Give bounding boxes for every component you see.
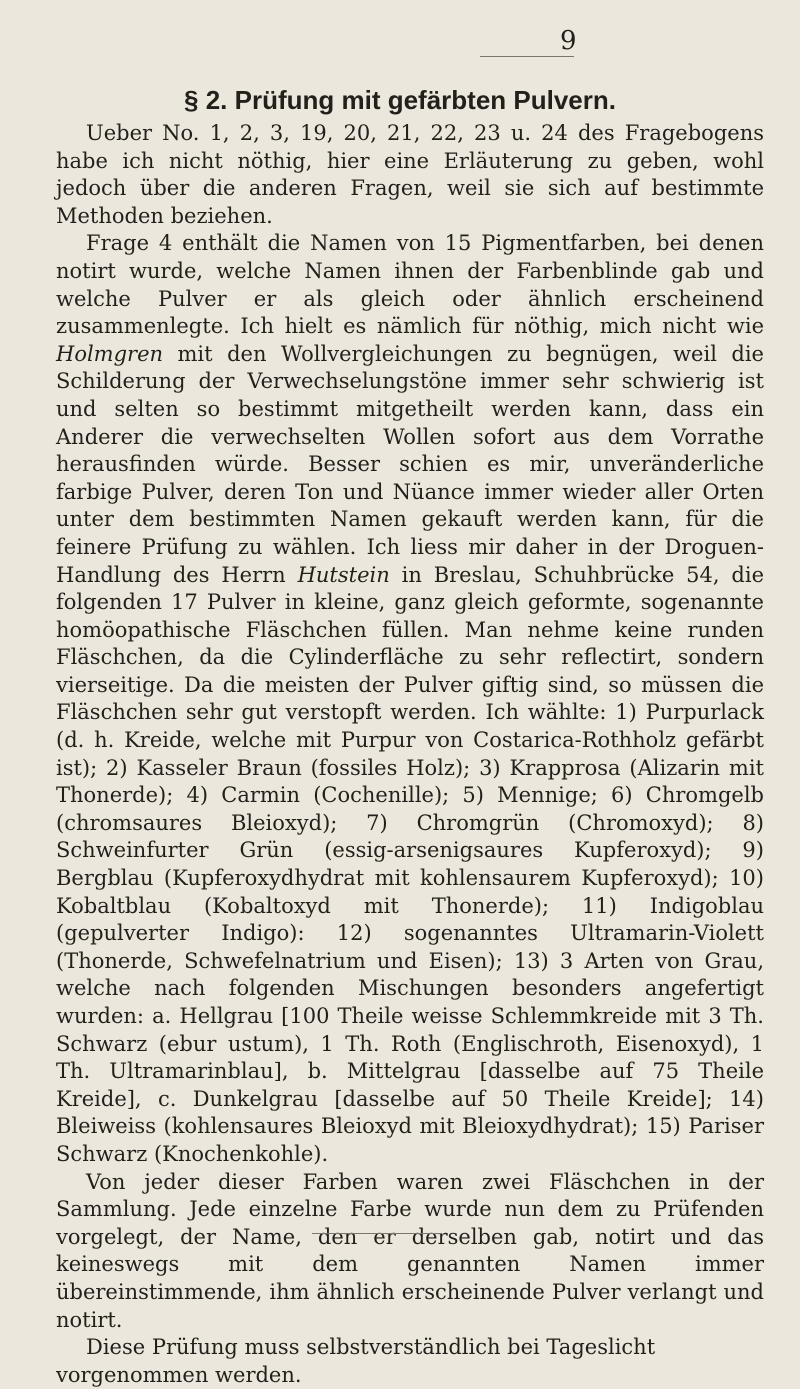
paragraph-daylight: Diese Prüfung muss selbstverständlich bei Tageslicht vorgenommen werden. — [56, 1335, 656, 1387]
header-rule — [480, 56, 574, 57]
section-heading: § 2. Prüfung mit gefärbten Pulvern. — [184, 85, 616, 115]
page-number: 9 — [560, 26, 577, 56]
paragraph-pigments — [56, 230, 764, 1168]
paragraph-text-segment: Frage 4 enthält die Namen von 15 Pigmentfarben, bei denen notirt wurde, welche Namen ihnen der Farbenblinde gab und welche Pulver er als gleich oder ähnlich erscheinend zusammenlegte. Ich hielt es nämlich für nöthig, mich nicht wie — [56, 231, 764, 339]
paragraph-intro: Ueber No. 1, 2, 3, 19, 20, 21, 22, 23 u. 24 des Fragebogens habe ich nicht nöthig, hier eine Erläuterung zu geben, wohl jedoch über die anderen Fragen, weil sie sich auf bestimmte Methoden beziehen. — [56, 121, 764, 228]
person-name-holmgren: Holmgren — [56, 341, 164, 366]
body-text — [56, 120, 764, 1389]
paragraph-text-segment: mit den Wollvergleichungen zu begnügen, weil die Schilderung der Verwechselungstöne immer sehr schwierig ist und selten so bestimmt mitgetheilt werden kann, dass ein Anderer die verwechselten Wollen sofort aus dem Vorrathe herausfinden würde. Besser schien es mir, unveränderliche farbige Pulver, deren Ton und Nüance immer wieder aller Orten unter dem bestimmten Namen gekauft werden kann, für die feinere Prüfung zu wählen. Ich liess mir daher in der Droguen-Handlung des Herrn — [56, 341, 764, 587]
paragraph-procedure: Von jeder dieser Farben waren zwei Fläschchen in der Sammlung. Jede einzelne Farbe wurde nun dem zu Prüfenden vorgelegt, der Name, den er derselben gab, notirt und das keineswegs mit dem genannten Namen immer übereinstimmende, ihm ähnlich erscheinende Pulver verlangt und notirt. — [56, 1169, 764, 1332]
person-name-hutstein: Hutstein — [297, 562, 390, 587]
footer-rule — [312, 1233, 442, 1234]
paragraph-text-segment: in Breslau, Schuhbrücke 54, die folgenden 17 Pulver in kleine, ganz gleich geformte, sogenannte homöopathische Fläschchen füllen. Man nehme keine runden Fläschchen, da die Cylinderfläche zu sehr reflectirt, sondern vierseitige. Da die meisten der Pulver giftig sind, so müssen die Fläschchen sehr gut verstopft werden. Ich wählte: 1) Purpurlack (d. h. Kreide, welche mit Purpur von Costarica-Rothholz gefärbt ist); 2) Kasseler Braun (fossiles Holz); 3) Krapprosa (Alizarin mit Thonerde); 4) Carmin (Cochenille); 5) Mennige; 6) Chromgelb (chromsaures Bleioxyd); 7) Chromgrün (Chromoxyd); 8) Schweinfurter Grün (essig-arsenigsaures Kupferoxyd); 9) Bergblau (Kupferoxydhydrat mit kohlensaurem Kupferoxyd); 10) Kobaltblau (Kobaltoxyd mit Thonerde); 11) Indigoblau (gepulverter Indigo): 12) sogenanntes Ultramarin-Violett (Thonerde, Schwefelnatrium und Eisen); 13) 3 Arten von Grau, welche nach folgenden Mischungen besonders angefertigt wurden: a. Hellgrau [100 Theile weisse Schlemmkreide mit 3 Th. Schwarz (ebur ustum), 1 Th. Roth (Englischroth, Eisenoxyd), 1 Th. Ultramarinblau], b. Mittelgrau [dasselbe auf 75 Theile Kreide], c. Dunkelgrau [dasselbe auf 50 Theile Kreide]; 14) Bleiweiss (kohlensaures Bleioxyd mit Bleioxydhydrat); 15) Pariser Schwarz (Knochenkohle). — [56, 562, 765, 1166]
